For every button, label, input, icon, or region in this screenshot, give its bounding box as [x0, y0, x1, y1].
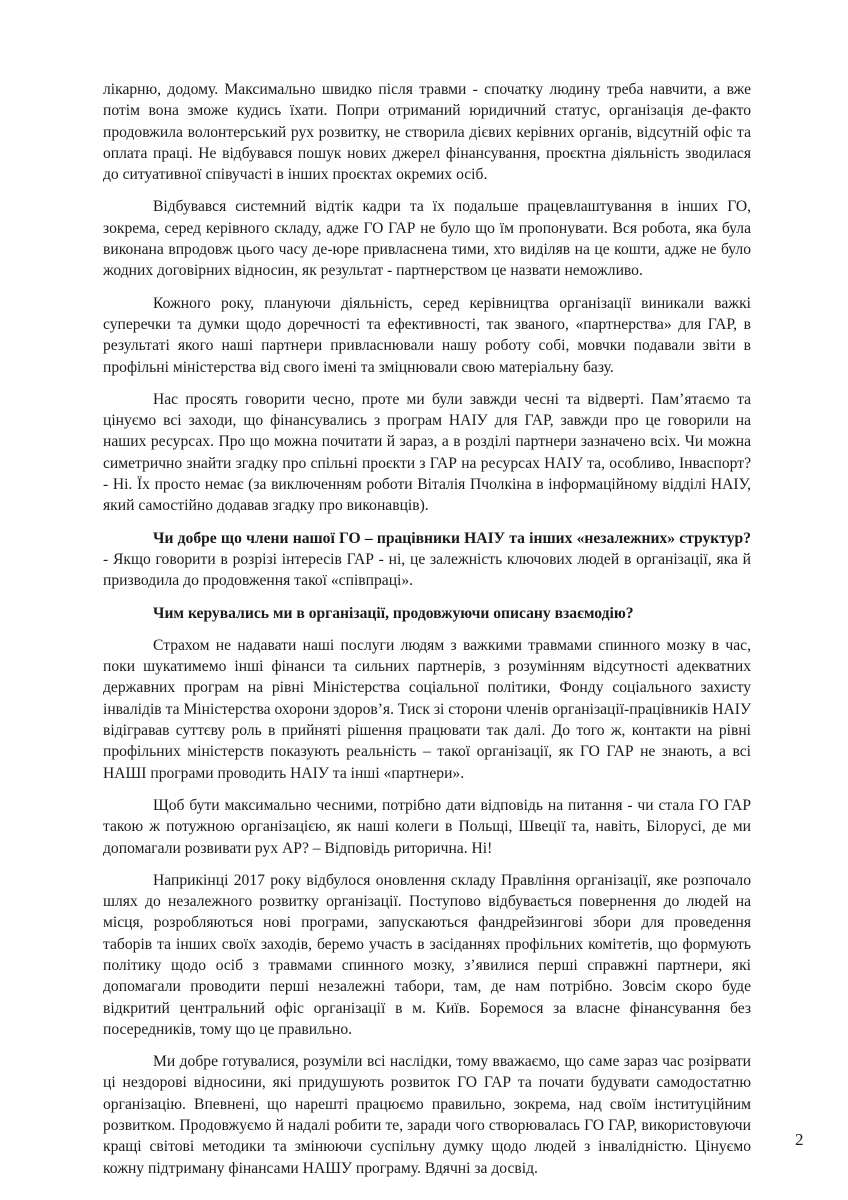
paragraph-2017-update: Наприкінці 2017 року відбулося оновлення складу Правління організації, яке розпочало шлях до незалежного розвитку організації. Поступово відбувається повернення до людей на місця, розробляються нові програми, запускаються фандрейзингові збори для проведення таборів та інших своїх заходів, беремо участь в засіданнях профільних комітетів, що формують політику щодо осіб з травмами спинного мозку, з’явилися перші справжні партнери, які допомагали проводити перші незалежні табори, там, де нам потрібно. Зовсім скоро буде відкритий центральний офіс організації в м. Київ. Боремося за власне фінансування без посередників, тому що це правильно.	[103, 871, 751, 1038]
paragraph-staff-outflow: Відбувався системний відтік кадри та їх подальше працевлаштування в інших ГО, зокрема, серед керівного складу, адже ГО ГАР не було що їм пропонувати. Вся робота, яка була виконана впродовж цього часу де-юре привласнена тими, хто виділяв на це кошти, адже не було жодних договірних відносин, як результат - партнерством це назвати неможливо.	[103, 198, 751, 280]
paragraph-continuation: лікарню, додому. Максимально швидко після травми - спочатку людину треба навчити, а вже потім вона зможе кудись їхати. Попри отриманий юридичний статус, організація де-факто продовжила волонтерський рух розвитку, не створила дієвих керівних органів, відсутній офіс та оплата праці. Не відбувався пошук нових джерел фінансування, проєктна діяльність зводилася до ситуативної співучасті в інших проєктах окремих осіб.	[103, 81, 751, 184]
question-bold: Чи добре що члени нашої ГО – працівники НАІУ та інших «незалежних» структур?	[153, 529, 751, 547]
section-heading: Чим керувались ми в організації, продовжуючи описану взаємодію?	[153, 604, 634, 622]
paragraph-partnership-disputes: Кожного року, плануючи діяльність, серед керівництва організації виникали важкі суперечки та думки щодо доречності та ефективності, так званого, «партнерства» для ГАР, в результаті якого наші партнери привласнювали нашу роботу собі, мовчки подавали звіти в профільні міністерства від свого імені та зміцнювали свою матеріальну базу.	[103, 294, 751, 376]
question-answer: - Якщо говорити в розрізі інтересів ГАР - ні, це залежність ключових людей в організації, яка й призводила до продовження такої «співпраці».	[103, 550, 751, 590]
paragraph-honesty: Нас просять говорити чесно, проте ми були завжди чесні та відверті. Пам’ятаємо та цінуємо всі заходи, що фінансувались з програм НАІУ для ГАР, завжди про це говорили на наших ресурсах. Про що можна почитати й зараз, а в розділі партнери зазначено всіх. Чи можна симетрично знайти згадку про спільні проєкти з ГАР на ресурсах НАІУ та, особливо, Інваспорт? - Ні. Їх просто немає (за виключенням роботи Віталія Пчолкіна в інформаційному відділі НАІУ, який самостійно додавав згадку про виконавців).	[103, 390, 751, 515]
paragraph-members-question	[103, 528, 751, 592]
document-page	[103, 79, 751, 1190]
paragraph-rhetorical: Щоб бути максимально чесними, потрібно дати відповідь на питання - чи стала ГО ГАР такою ж потужною організацією, як наші колеги в Польщі, Швеції та, навіть, Білорусі, де ми допомагали розвивати рух АР? – Відповідь риторична. Ні!	[103, 796, 751, 857]
page-number: 2	[795, 1130, 804, 1149]
paragraph-conclusion: Ми добре готувалися, розуміли всі наслідки, тому вважаємо, що саме зараз час розірвати ці нездорові відносини, які придушують розвиток ГО ГАР та почати будувати самодостатню організацію. Впевнені, що нарешті працюємо правильно, зокрема, над своїм інституційним розвитком. Продовжуємо й надалі робити те, заради чого створювалась ГО ГАР, використовуючи кращі світові методики та змінюючи суспільну думку щодо людей з інвалідністю. Цінуємо кожну підтриману фінансами НАШУ програму. Вдячні за досвід.	[103, 1053, 751, 1177]
paragraph-fear: Страхом не надавати наші послуги людям з важкими травмами спинного мозку в час, поки шукатимемо інші фінанси та сильних партнерів, з розумінням відсутності адекватних державних програм на рівні Міністерства соціальної політики, Фонду соціального захисту інвалідів та Міністерства охорони здоров’я. Тиск зі сторони членів організації-працівників НАІУ відігравав суттєву роль в прийняті рішення працювати так далі. До того ж, контакти на рівні профільних міністерств показують реальність – такої організації, як ГО ГАР не знають, а всі НАШІ програми проводить НАІУ та інші «партнери».	[103, 636, 751, 782]
